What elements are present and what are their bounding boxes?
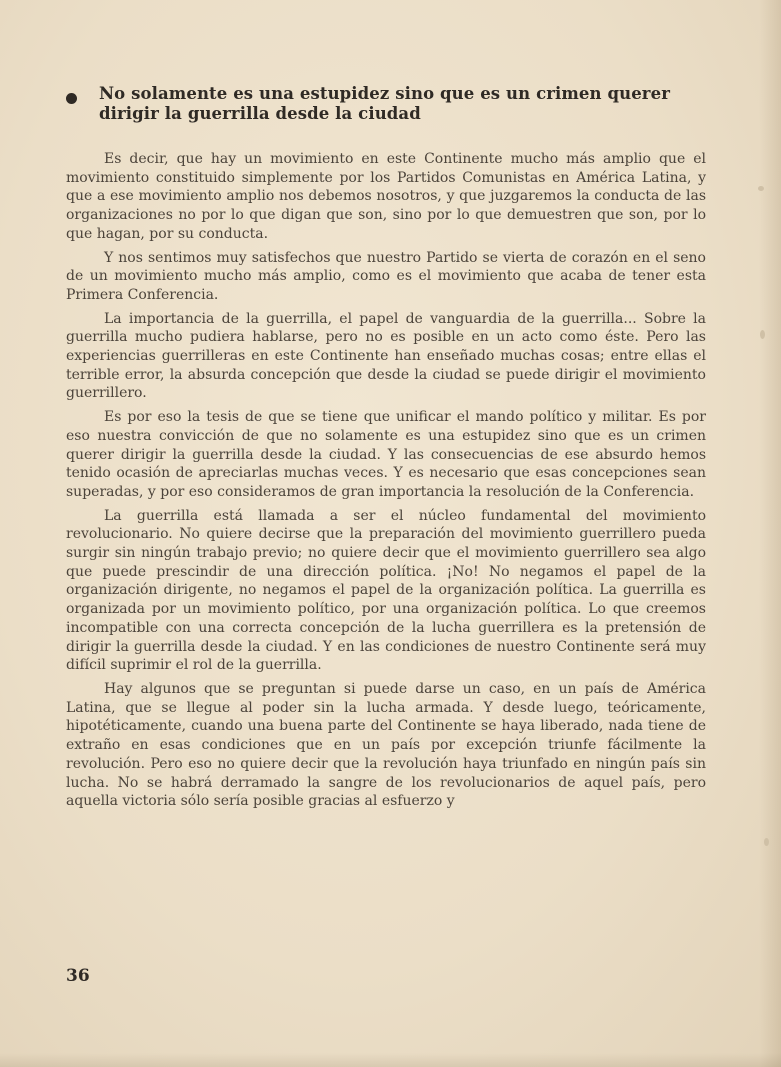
- paragraph-4: Es por eso la tesis de que se tiene que unificar el mando político y militar. Es por eso nuestra convicción de que no solamente es una estupidez sino que es un crimen querer dirigir la guerrilla desde la ciudad. Y las consecuencias de ese absurdo hemos tenido ocasión de apreciarlas muchas veces. Y es necesario que esas concepciones sean superadas, y por eso consideramos de gran importancia la resolución de la Conferencia.: [66, 409, 706, 500]
- section-heading: [66, 84, 706, 124]
- page-number: 36: [66, 966, 90, 986]
- paragraph-2: Y nos sentimos muy satisfechos que nuestro Partido se vierta de corazón en el seno de un movimiento mucho más amplio, como es el movimiento que acaba de tener esta Primera Conferencia.: [66, 249, 706, 303]
- body-text: [66, 150, 706, 816]
- paragraph-6: Hay algunos que se preguntan si puede darse un caso, en un país de América Latina, que se llegue al poder sin la lucha armada. Y desde luego, teóricamente, hipotéticamente, cuando una buena parte del Continente se haya liberado, nada tiene de extraño en esas condiciones que en un país por excepción triunfe fácilmente la revolución. Pero eso no quiere decir que la revolución haya triunfado en ningún país sin lucha. No se habrá derramado la sangre de los revolucionarios de aquel país, pero aquella victoria sólo sería posible gracias al esfuerzo y: [66, 680, 706, 810]
- paragraph-3: La importancia de la guerrilla, el papel de vanguardia de la guerrilla... Sobre la guerrilla mucho pudiera hablarse, pero no es posible en un acto como éste. Pero las experiencias guerrilleras en este Continente han enseñado muchas cosas; entre ellas el terrible error, la absurda concepción que desde la ciudad se puede dirigir el movimiento guerrillero.: [66, 310, 706, 402]
- page-edge-shadow: [759, 0, 781, 1067]
- paper-speck: [760, 330, 765, 339]
- section-heading-text: No solamente es una estupidez sino que es un crimen querer dirigir la guerrilla desde la ciudad: [99, 84, 670, 123]
- paragraph-1: Es decir, que hay un movimiento en este Continente mucho más amplio que el movimiento constituido simplemente por los Partidos Comunistas en América Latina, y que a ese movimiento amplio nos debemos nosotros, y que juzgaremos la conducta de las organizaciones no por lo que digan que son, sino por lo que demuestren que son, por lo que hagan, por su conducta.: [66, 151, 706, 242]
- paragraph-5: La guerrilla está llamada a ser el núcleo fundamental del movimiento revolucionario. No quiere decirse que la preparación del movimiento guerrillero pueda surgir sin ningún trabajo previo; no quiere decir que el movimiento guerrillero sea algo que puede prescindir de una dirección política. ¡No! No negamos el papel de la organización dirigente, no negamos el papel de la organización política. La guerrilla es organizada por un movimiento político, por una organización política. Lo que creemos incompatible con una correcta concepción de la lucha guerrillera es la pretensión de dirigir la guerrilla desde la ciudad. Y en las condiciones de nuestro Continente será muy difícil suprimir el rol de la guerrilla.: [66, 507, 706, 674]
- paper-speck: [758, 186, 764, 191]
- bullet-icon: [66, 93, 77, 104]
- paper-speck: [764, 838, 769, 846]
- page-bottom-shadow: [0, 1053, 781, 1067]
